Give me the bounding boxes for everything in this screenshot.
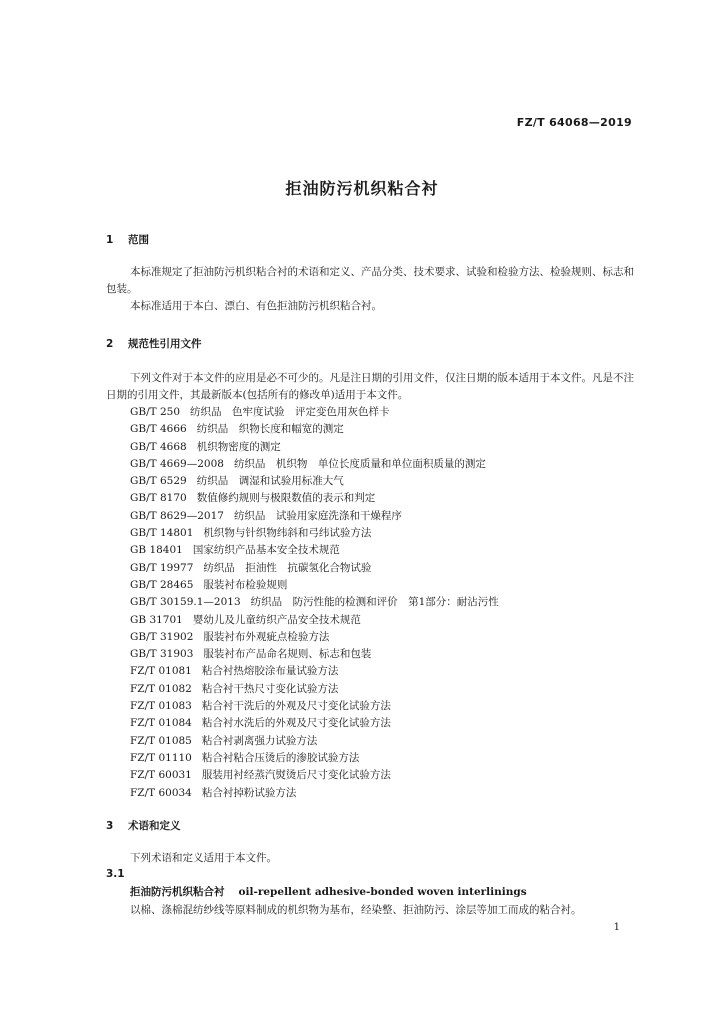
reference-code: GB/T 14801 <box>130 527 194 540</box>
page-number: 1 <box>613 922 620 933</box>
reference-item <box>130 698 499 715</box>
reference-title: 服装用衬经蒸汽熨烫后尺寸变化试验方法 <box>201 769 391 782</box>
reference-title: 服装衬布外观疵点检验方法 <box>203 630 330 643</box>
reference-title: 婴幼儿及儿童纺织产品安全技术规范 <box>192 613 361 626</box>
reference-title: 纺织品 拒油性 抗碳氢化合物试验 <box>203 561 372 574</box>
section-2-title: 规范性引用文件 <box>128 338 202 350</box>
reference-title: 服装衬布产品命名规则、标志和包装 <box>203 648 372 661</box>
reference-title: 纺织品 试验用家庭洗涤和干燥程序 <box>233 509 402 522</box>
section-2-heading <box>106 336 202 351</box>
reference-item <box>130 785 499 802</box>
reference-item <box>130 439 499 456</box>
reference-title: 纺织品 防污性能的检测和评价 第1部分：耐沾污性 <box>250 596 499 609</box>
term-english: oil-repellent adhesive-bonded woven interlinings <box>238 886 527 898</box>
reference-code: FZ/T 01083 <box>130 700 192 713</box>
reference-item <box>130 629 499 646</box>
reference-code: GB/T 8629—2017 <box>130 509 224 522</box>
reference-title: 数值修约规则与极限数值的表示和判定 <box>196 492 376 505</box>
reference-title: 机织物密度的测定 <box>196 440 281 453</box>
reference-code: FZ/T 01082 <box>130 682 192 695</box>
section-1-number: 1 <box>106 234 114 246</box>
reference-code: GB/T 30159.1—2013 <box>130 596 241 609</box>
reference-code: GB 18401 <box>130 544 183 557</box>
reference-item <box>130 663 499 680</box>
reference-code: GB/T 8170 <box>130 492 187 505</box>
section-3-intro: 下列术语和定义适用于本文件。 <box>130 852 277 864</box>
reference-title: 粘合衬剥离强力试验方法 <box>201 734 318 747</box>
reference-title: 粘合衬热熔胶涂布量试验方法 <box>201 665 339 678</box>
reference-title: 服装衬布检验规则 <box>203 578 288 591</box>
reference-code: FZ/T 01085 <box>130 734 192 747</box>
reference-code: FZ/T 01110 <box>130 751 192 764</box>
reference-code: GB/T 31902 <box>130 630 194 643</box>
reference-code: GB/T 6529 <box>130 475 187 488</box>
reference-item <box>130 715 499 732</box>
reference-title: 纺织品 色牢度试验 评定变色用灰色样卡 <box>190 406 390 418</box>
section-1-paragraph: 本标准规定了拒油防污机织粘合衬的术语和定义、产品分类、技术要求、试验和检验方法、检验规则、标志和包装。 <box>106 266 634 295</box>
reference-item <box>130 646 499 663</box>
reference-item <box>130 733 499 750</box>
reference-title: 机织物与针织物纬斜和弓纬试验方法 <box>203 527 372 540</box>
reference-code: FZ/T 60031 <box>130 769 192 782</box>
reference-item <box>130 456 499 473</box>
reference-code: FZ/T 01081 <box>130 665 192 678</box>
reference-item <box>130 750 499 767</box>
reference-item <box>130 612 499 629</box>
reference-code: GB/T 4669—2008 <box>130 457 224 470</box>
section-3-title: 术语和定义 <box>128 820 181 832</box>
reference-title: 粘合衬掉粉试验方法 <box>201 786 297 799</box>
term-entry <box>130 884 527 899</box>
section-3-number: 3 <box>106 820 114 832</box>
reference-code: GB/T 250 <box>130 406 181 418</box>
reference-code: FZ/T 01084 <box>130 717 192 730</box>
section-2-intro: 下列文件对于本文件的应用是必不可少的。凡是注日期的引用文件，仅注日期的版本适用于本文件。凡是不注日期的引用文件，其最新版本(包括所有的修改单)适用于本文件。 <box>106 372 634 401</box>
reference-item <box>130 508 499 525</box>
reference-title: 粘合衬干热尺寸变化试验方法 <box>201 682 339 695</box>
section-3-heading <box>106 818 181 833</box>
term-definition: 以棉、涤棉混纺纱线等原料制成的机织物为基布，经染整、拒油防污、涂层等加工而成的粘合衬。 <box>130 904 582 916</box>
reference-code: GB/T 19977 <box>130 561 194 574</box>
section-1-title: 范围 <box>128 234 149 246</box>
reference-title: 粘合衬粘合压烫后的渗胶试验方法 <box>201 751 360 764</box>
reference-item <box>130 681 499 698</box>
reference-item <box>130 594 499 611</box>
reference-code: GB 31701 <box>130 613 183 626</box>
section-1-paragraph: 本标准适用于本白、漂白、有色拒油防污机织粘合衬。 <box>130 300 382 312</box>
reference-title: 国家纺织产品基本安全技术规范 <box>192 544 340 557</box>
reference-code: FZ/T 60034 <box>130 786 192 799</box>
reference-code: GB/T 28465 <box>130 578 194 591</box>
reference-item <box>130 525 499 542</box>
reference-item <box>130 767 499 784</box>
reference-item <box>130 421 499 438</box>
reference-title: 纺织品 机织物 单位长度质量和单位面积质量的测定 <box>233 457 486 470</box>
section-1-heading <box>106 232 149 247</box>
reference-title: 粘合衬干洗后的外观及尺寸变化试验方法 <box>201 700 391 713</box>
clause-number: 3.1 <box>106 868 125 880</box>
reference-code: GB/T 4668 <box>130 440 187 453</box>
reference-item <box>130 490 499 507</box>
reference-item <box>130 542 499 559</box>
reference-title: 纺织品 织物长度和幅宽的测定 <box>196 423 344 436</box>
reference-item <box>130 560 499 577</box>
standard-code: FZ/T 64068—2019 <box>516 116 632 129</box>
term-chinese: 拒油防污机织粘合衬 <box>130 886 225 898</box>
reference-title: 纺织品 调湿和试验用标准大气 <box>196 475 344 488</box>
reference-item <box>130 473 499 490</box>
section-2-number: 2 <box>106 338 114 350</box>
document-title: 拒油防污机织粘合衬 <box>285 179 439 198</box>
reference-list <box>130 404 499 802</box>
reference-title: 粘合衬水洗后的外观及尺寸变化试验方法 <box>201 717 391 730</box>
reference-item <box>130 577 499 594</box>
reference-code: GB/T 31903 <box>130 648 194 661</box>
reference-code: GB/T 4666 <box>130 423 187 436</box>
reference-item <box>130 404 499 421</box>
